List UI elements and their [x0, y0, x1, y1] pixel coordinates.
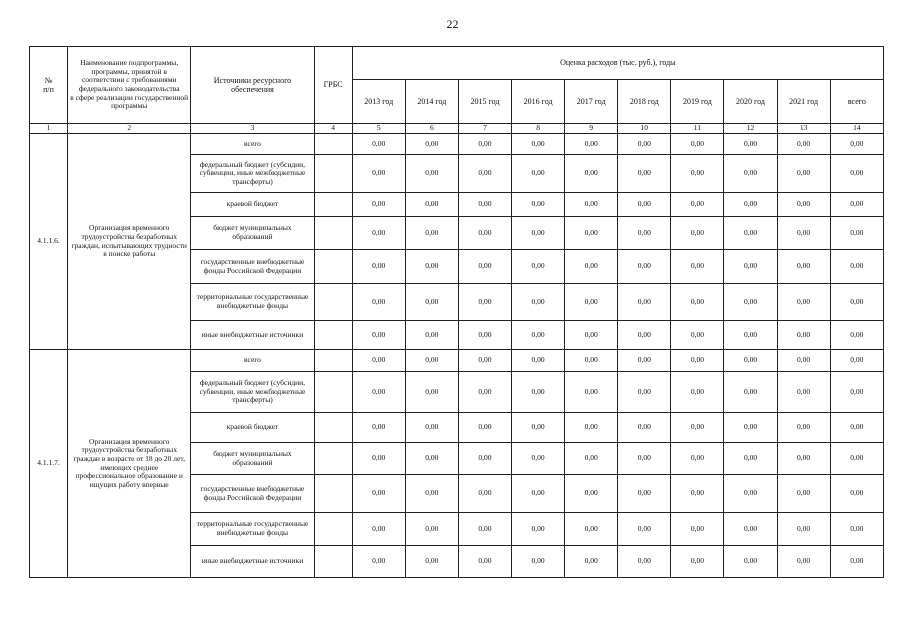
header-year: 2015 год — [458, 80, 511, 124]
year-value: 0,00 — [565, 443, 618, 475]
year-value: 0,00 — [618, 155, 671, 193]
total-value: 0,00 — [830, 413, 883, 443]
year-value: 0,00 — [671, 284, 724, 321]
total-value: 0,00 — [830, 546, 883, 578]
year-value: 0,00 — [512, 321, 565, 350]
year-value: 0,00 — [671, 321, 724, 350]
year-value: 0,00 — [352, 413, 405, 443]
column-number: 10 — [618, 124, 671, 134]
header-year: 2019 год — [671, 80, 724, 124]
year-value: 0,00 — [458, 546, 511, 578]
header-name: Наименование подпрограммы, программы, принятой в соответствии с требованиями федерального законодательства в сфере реализации государственной программы — [68, 47, 191, 124]
year-value: 0,00 — [724, 350, 777, 372]
year-value: 0,00 — [458, 193, 511, 217]
year-value: 0,00 — [352, 284, 405, 321]
grbs-cell — [314, 350, 352, 372]
grbs-cell — [314, 413, 352, 443]
table-row — [30, 134, 884, 155]
year-value: 0,00 — [565, 193, 618, 217]
header-year: 2018 год — [618, 80, 671, 124]
column-number: 5 — [352, 124, 405, 134]
year-value: 0,00 — [458, 134, 511, 155]
funding-source: бюджет муниципальных образований — [191, 217, 314, 250]
year-value: 0,00 — [405, 193, 458, 217]
grbs-cell — [314, 134, 352, 155]
year-value: 0,00 — [565, 413, 618, 443]
year-value: 0,00 — [618, 134, 671, 155]
year-value: 0,00 — [618, 443, 671, 475]
year-value: 0,00 — [512, 350, 565, 372]
year-value: 0,00 — [724, 284, 777, 321]
header-sources: Источники ресурсного обеспечения — [191, 47, 314, 124]
grbs-cell — [314, 321, 352, 350]
year-value: 0,00 — [565, 284, 618, 321]
year-value: 0,00 — [777, 284, 830, 321]
grbs-cell — [314, 193, 352, 217]
funding-source: территориальные государственные внебюджетные фонды — [191, 513, 314, 546]
year-value: 0,00 — [565, 321, 618, 350]
year-value: 0,00 — [618, 372, 671, 413]
year-value: 0,00 — [458, 155, 511, 193]
year-value: 0,00 — [512, 250, 565, 284]
year-value: 0,00 — [671, 134, 724, 155]
column-number-row — [30, 124, 884, 134]
year-value: 0,00 — [777, 250, 830, 284]
header-grbs: ГРБС — [314, 47, 352, 124]
year-value: 0,00 — [618, 217, 671, 250]
year-value: 0,00 — [777, 546, 830, 578]
grbs-cell — [314, 155, 352, 193]
year-value: 0,00 — [512, 193, 565, 217]
header-year: 2020 год — [724, 80, 777, 124]
grbs-cell — [314, 513, 352, 546]
header-num: № п/п — [30, 47, 68, 124]
grbs-cell — [314, 443, 352, 475]
column-number: 3 — [191, 124, 314, 134]
year-value: 0,00 — [405, 372, 458, 413]
year-value: 0,00 — [565, 217, 618, 250]
year-value: 0,00 — [671, 372, 724, 413]
year-value: 0,00 — [565, 250, 618, 284]
year-value: 0,00 — [777, 475, 830, 513]
grbs-cell — [314, 250, 352, 284]
column-number: 1 — [30, 124, 68, 134]
year-value: 0,00 — [352, 350, 405, 372]
grbs-cell — [314, 546, 352, 578]
year-value: 0,00 — [512, 513, 565, 546]
column-number: 6 — [405, 124, 458, 134]
year-value: 0,00 — [618, 193, 671, 217]
year-value: 0,00 — [618, 413, 671, 443]
year-value: 0,00 — [512, 134, 565, 155]
year-value: 0,00 — [777, 413, 830, 443]
funding-source: иные внебюджетные источники — [191, 321, 314, 350]
column-number: 2 — [68, 124, 191, 134]
year-value: 0,00 — [618, 250, 671, 284]
grbs-cell — [314, 284, 352, 321]
year-value: 0,00 — [458, 350, 511, 372]
year-value: 0,00 — [618, 513, 671, 546]
year-value: 0,00 — [618, 546, 671, 578]
year-value: 0,00 — [671, 475, 724, 513]
year-value: 0,00 — [512, 546, 565, 578]
year-value: 0,00 — [724, 250, 777, 284]
year-value: 0,00 — [777, 372, 830, 413]
total-value: 0,00 — [830, 350, 883, 372]
funding-source: всего — [191, 134, 314, 155]
year-value: 0,00 — [565, 155, 618, 193]
year-value: 0,00 — [405, 546, 458, 578]
table-body — [30, 134, 884, 578]
year-value: 0,00 — [458, 413, 511, 443]
year-value: 0,00 — [405, 513, 458, 546]
year-value: 0,00 — [724, 134, 777, 155]
year-value: 0,00 — [458, 372, 511, 413]
year-value: 0,00 — [565, 134, 618, 155]
year-value: 0,00 — [777, 350, 830, 372]
year-value: 0,00 — [352, 217, 405, 250]
year-value: 0,00 — [724, 443, 777, 475]
column-number: 14 — [830, 124, 883, 134]
year-value: 0,00 — [405, 155, 458, 193]
header-year: 2014 год — [405, 80, 458, 124]
page-number: 22 — [446, 17, 459, 31]
grbs-cell — [314, 217, 352, 250]
year-value: 0,00 — [458, 250, 511, 284]
total-value: 0,00 — [830, 513, 883, 546]
total-value: 0,00 — [830, 372, 883, 413]
funding-source: территориальные государственные внебюджетные фонды — [191, 284, 314, 321]
year-value: 0,00 — [352, 546, 405, 578]
year-value: 0,00 — [724, 413, 777, 443]
column-number: 12 — [724, 124, 777, 134]
year-value: 0,00 — [671, 513, 724, 546]
total-value: 0,00 — [830, 155, 883, 193]
year-value: 0,00 — [565, 475, 618, 513]
column-number: 8 — [512, 124, 565, 134]
column-number: 11 — [671, 124, 724, 134]
year-value: 0,00 — [724, 513, 777, 546]
year-value: 0,00 — [352, 134, 405, 155]
year-value: 0,00 — [352, 443, 405, 475]
table-row — [30, 350, 884, 372]
year-value: 0,00 — [565, 513, 618, 546]
year-value: 0,00 — [405, 443, 458, 475]
funding-source: федеральный бюджет (субсидии, субвенции, иные межбюджетные трансферты) — [191, 155, 314, 193]
budget-table — [29, 46, 884, 578]
year-value: 0,00 — [352, 250, 405, 284]
year-value: 0,00 — [405, 350, 458, 372]
year-value: 0,00 — [777, 217, 830, 250]
year-value: 0,00 — [352, 475, 405, 513]
year-value: 0,00 — [777, 193, 830, 217]
header-estimate: Оценка расходов (тыс. руб.), годы — [352, 47, 883, 80]
header-year: 2021 год — [777, 80, 830, 124]
year-value: 0,00 — [352, 513, 405, 546]
total-value: 0,00 — [830, 443, 883, 475]
total-value: 0,00 — [830, 250, 883, 284]
funding-source: государственные внебюджетные фонды Российской Федерации — [191, 250, 314, 284]
year-value: 0,00 — [724, 155, 777, 193]
funding-source: федеральный бюджет (субсидии, субвенции, иные межбюджетные трансферты) — [191, 372, 314, 413]
total-value: 0,00 — [830, 134, 883, 155]
year-value: 0,00 — [405, 475, 458, 513]
funding-source: бюджет муниципальных образований — [191, 443, 314, 475]
header-year: 2013 год — [352, 80, 405, 124]
year-value: 0,00 — [405, 321, 458, 350]
year-value: 0,00 — [618, 321, 671, 350]
year-value: 0,00 — [352, 155, 405, 193]
year-value: 0,00 — [352, 193, 405, 217]
funding-source: краевой бюджет — [191, 193, 314, 217]
year-value: 0,00 — [458, 443, 511, 475]
year-value: 0,00 — [777, 443, 830, 475]
program-code: 4.1.1.7. — [30, 350, 68, 578]
year-value: 0,00 — [777, 134, 830, 155]
year-value: 0,00 — [405, 217, 458, 250]
year-value: 0,00 — [512, 372, 565, 413]
year-value: 0,00 — [777, 513, 830, 546]
year-value: 0,00 — [565, 350, 618, 372]
year-value: 0,00 — [565, 546, 618, 578]
year-value: 0,00 — [618, 475, 671, 513]
year-value: 0,00 — [512, 155, 565, 193]
total-value: 0,00 — [830, 217, 883, 250]
funding-source: государственные внебюджетные фонды Российской Федерации — [191, 475, 314, 513]
year-value: 0,00 — [724, 193, 777, 217]
year-value: 0,00 — [458, 513, 511, 546]
header-year: 2016 год — [512, 80, 565, 124]
total-value: 0,00 — [830, 321, 883, 350]
header-year: 2017 год — [565, 80, 618, 124]
year-value: 0,00 — [405, 284, 458, 321]
total-value: 0,00 — [830, 284, 883, 321]
column-number: 7 — [458, 124, 511, 134]
year-value: 0,00 — [671, 413, 724, 443]
year-value: 0,00 — [724, 321, 777, 350]
year-value: 0,00 — [671, 350, 724, 372]
year-value: 0,00 — [724, 546, 777, 578]
year-value: 0,00 — [512, 475, 565, 513]
year-value: 0,00 — [512, 443, 565, 475]
year-value: 0,00 — [512, 217, 565, 250]
year-value: 0,00 — [512, 284, 565, 321]
funding-source: иные внебюджетные источники — [191, 546, 314, 578]
year-value: 0,00 — [458, 217, 511, 250]
program-code: 4.1.1.6. — [30, 134, 68, 350]
year-value: 0,00 — [671, 217, 724, 250]
year-value: 0,00 — [671, 193, 724, 217]
total-value: 0,00 — [830, 475, 883, 513]
grbs-cell — [314, 475, 352, 513]
grbs-cell — [314, 372, 352, 413]
column-number: 4 — [314, 124, 352, 134]
year-value: 0,00 — [458, 284, 511, 321]
year-value: 0,00 — [618, 350, 671, 372]
year-value: 0,00 — [405, 413, 458, 443]
year-value: 0,00 — [724, 372, 777, 413]
funding-source: всего — [191, 350, 314, 372]
column-number: 9 — [565, 124, 618, 134]
year-value: 0,00 — [565, 372, 618, 413]
year-value: 0,00 — [671, 155, 724, 193]
program-name: Организация временного трудоустройства безработных граждан в возрасте от 18 до 20 лет, имеющих среднее профессиональное образование и ищущих работу впервые — [68, 350, 191, 578]
program-name: Организация временного трудоустройства безработных граждан, испытывающих трудности в поиске работы — [68, 134, 191, 350]
total-value: 0,00 — [830, 193, 883, 217]
year-value: 0,00 — [671, 250, 724, 284]
year-value: 0,00 — [618, 284, 671, 321]
year-value: 0,00 — [777, 155, 830, 193]
year-value: 0,00 — [671, 443, 724, 475]
year-value: 0,00 — [512, 413, 565, 443]
year-value: 0,00 — [724, 217, 777, 250]
year-value: 0,00 — [777, 321, 830, 350]
header-total: всего — [830, 80, 883, 124]
year-value: 0,00 — [405, 250, 458, 284]
funding-source: краевой бюджет — [191, 413, 314, 443]
year-value: 0,00 — [352, 321, 405, 350]
column-number: 13 — [777, 124, 830, 134]
year-value: 0,00 — [458, 475, 511, 513]
year-value: 0,00 — [352, 372, 405, 413]
year-value: 0,00 — [405, 134, 458, 155]
year-value: 0,00 — [724, 475, 777, 513]
year-value: 0,00 — [671, 546, 724, 578]
year-value: 0,00 — [458, 321, 511, 350]
